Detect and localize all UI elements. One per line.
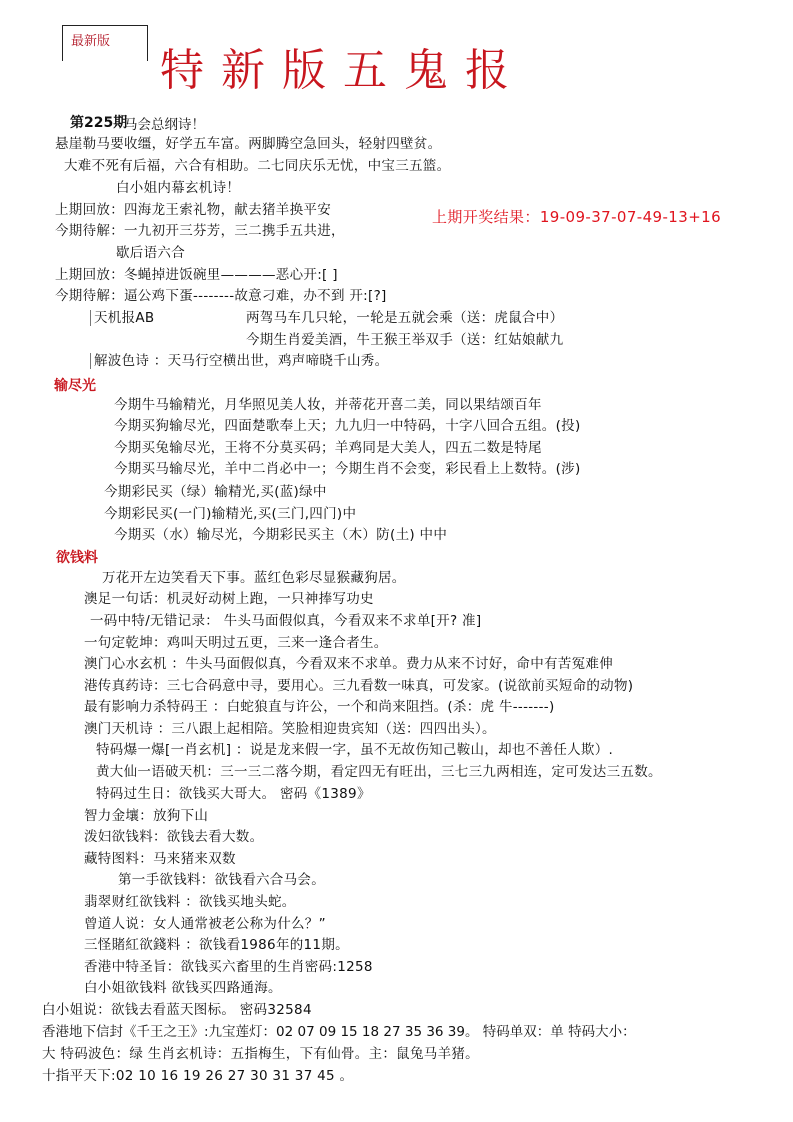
- tianji-line-1: 两驾马车几只轮，一轮是五就会乘（送：虎鼠合中）: [246, 310, 564, 326]
- page-title: 特新版五鬼报: [160, 45, 526, 96]
- want-money-line: 三怪賭紅欲錢料 ：欲钱看1986年的11期。: [84, 937, 349, 953]
- want-money-line: 最有影响力杀特码王 ：白蛇狼直与许公，一个和尚来阻挡。(杀：虎 牛-------): [84, 699, 555, 715]
- lose-all-line: 今期彩民买(一门)输精光,买(三门,四门)中: [104, 506, 357, 522]
- want-money-line: 港传真药诗：三七合码意中寻，要用心。三九看数一味真，可发家。(说欲前买短命的动物): [84, 678, 634, 694]
- want-money-line: 泼妇欲钱料：欲钱去看大数。: [84, 829, 264, 845]
- want-money-line: 曾道人说：女人通常被老公称为什么？”: [84, 916, 326, 932]
- footer-line-4: 十指平天下:02 10 16 19 26 27 30 31 37 45 。: [42, 1068, 354, 1084]
- want-money-line: 黄大仙一语破天机：三一三二落今期，看定四无有旺出，三七三九两相连，定可发达三五数。: [96, 764, 662, 780]
- want-money-line: 澳门心水玄机 ：牛头马面假似真，今看双来不求单。费力从来不讨好，命中有苦冤难伸: [84, 656, 613, 672]
- want-money-line: 特码爆一爆[一肖玄机] ：说是龙来假一字，虽不无故伤知己鞍山，却也不善任人欺）.: [96, 742, 614, 758]
- lose-all-line: 今期买（水）输尽光，今期彩民买主（木）防(土) 中中: [114, 527, 448, 543]
- lose-all-line: 今期买狗输尽光，四面楚歌奉上天；九九归一中特码，十字八回合五组。(投): [114, 418, 581, 434]
- lose-all-line: 今期买兔输尽光，王将不分莫买码；羊鸡同是大美人，四五二数是特尾: [114, 440, 542, 456]
- section-title-want-money: 欲钱料: [56, 550, 98, 566]
- last-result-numbers: 19-09-37-07-49-13+16: [539, 208, 722, 226]
- lose-all-line: 今期牛马输精光，月华照见美人妆，并蒂花开喜二美，同以果结颂百年: [114, 397, 542, 413]
- lose-all-line: 今期彩民买（绿）输精光,买(蓝)绿中: [104, 484, 327, 500]
- tianji-label: 天机报AB: [90, 310, 155, 326]
- want-money-line: 翡翠财红欲钱料 ：欲钱买地头蛇。: [84, 894, 296, 910]
- edition-badge: [62, 25, 148, 61]
- section-title-lose-all: 输尽光: [54, 378, 96, 394]
- want-money-line: 万花开左边笑看天下事。蓝红色彩尽显猴藏狗居。: [102, 570, 406, 586]
- poem-current: 今期待解：一九初开三芬芳，三二携手五共进，: [55, 223, 345, 239]
- footer-line-2: 香港地下信封《千王之王》:九宝莲灯：02 07 09 15 18 27 35 36 39。 特码单双：单 特码大小：: [42, 1024, 636, 1040]
- riddle-current: 今期待解：逼公鸡下蛋--------故意刁难，办不到 开:[?]: [55, 288, 387, 304]
- footer-line-1: 白小姐说：欲钱去看蓝天图标。 密码32584: [42, 1002, 312, 1018]
- tianji-line-2: 今期生肖爱美酒，牛王猴王举双手（送：红姑娘献九: [246, 332, 564, 348]
- want-money-line: 一码中特/无错记录： 牛头马面假似真，今看双来不求单[开? 准]: [90, 613, 482, 629]
- poem-line-1: 悬崖勒马要收缰，好学五车富。两脚腾空急回头，轻射四壁贫。: [55, 136, 442, 152]
- want-money-line: 藏特图料：马来猪来双数: [84, 851, 236, 867]
- wave-color-poem: 解波色诗 ：天马行空横出世，鸡声啼晓千山秀。: [90, 353, 388, 369]
- issue-number: 第225期: [70, 115, 128, 131]
- last-result-label: 上期开奖结果：: [432, 208, 540, 226]
- riddle-heading: 歇后语六合: [116, 245, 185, 261]
- lose-all-line: 今期买马输尽光，羊中二肖必中一；今期生肖不会变，彩民看上上数特。(涉): [114, 461, 581, 477]
- want-money-line: 澳足一句话：机灵好动树上跑，一只神捧写功史: [84, 591, 374, 607]
- want-money-line: 特码过生日：欲钱买大哥大。 密码《1389》: [96, 786, 371, 802]
- poem-review: 上期回放：四海龙王索礼物，献去猪羊换平安: [55, 202, 331, 218]
- want-money-line: 白小姐欲钱料 欲钱买四路通海。: [84, 980, 282, 996]
- last-result: [432, 206, 721, 227]
- poem-heading: 白小姐内幕玄机诗！: [116, 180, 241, 196]
- want-money-line: 智力金壤：放狗下山: [84, 808, 209, 824]
- want-money-line: 一句定乾坤：鸡叫天明过五更，三来一逢合者生。: [84, 635, 388, 651]
- riddle-review: 上期回放：冬蝇掉进饭碗里————恶心开:[ ]: [55, 267, 338, 283]
- want-money-line: 第一手欲钱料：欲钱看六合马会。: [118, 872, 325, 888]
- want-money-line: 香港中特圣旨：欲钱买六畜里的生肖密码:1258: [84, 959, 373, 975]
- footer-line-3: 大 特码波色：绿 生肖玄机诗：五指梅生，下有仙骨。主：鼠兔马羊猪。: [42, 1046, 479, 1062]
- issue-subtitle: 马会总纲诗！: [124, 117, 205, 133]
- edition-badge-label: 最新版: [71, 34, 111, 49]
- poem-line-2: 大难不死有后福，六合有相助。二七同庆乐无忧，中宝三五篮。: [64, 158, 451, 174]
- want-money-line: 澳门天机诗 ：三八跟上起相陪。笑脸相迎贵宾知（送：四四出头）。: [84, 721, 496, 737]
